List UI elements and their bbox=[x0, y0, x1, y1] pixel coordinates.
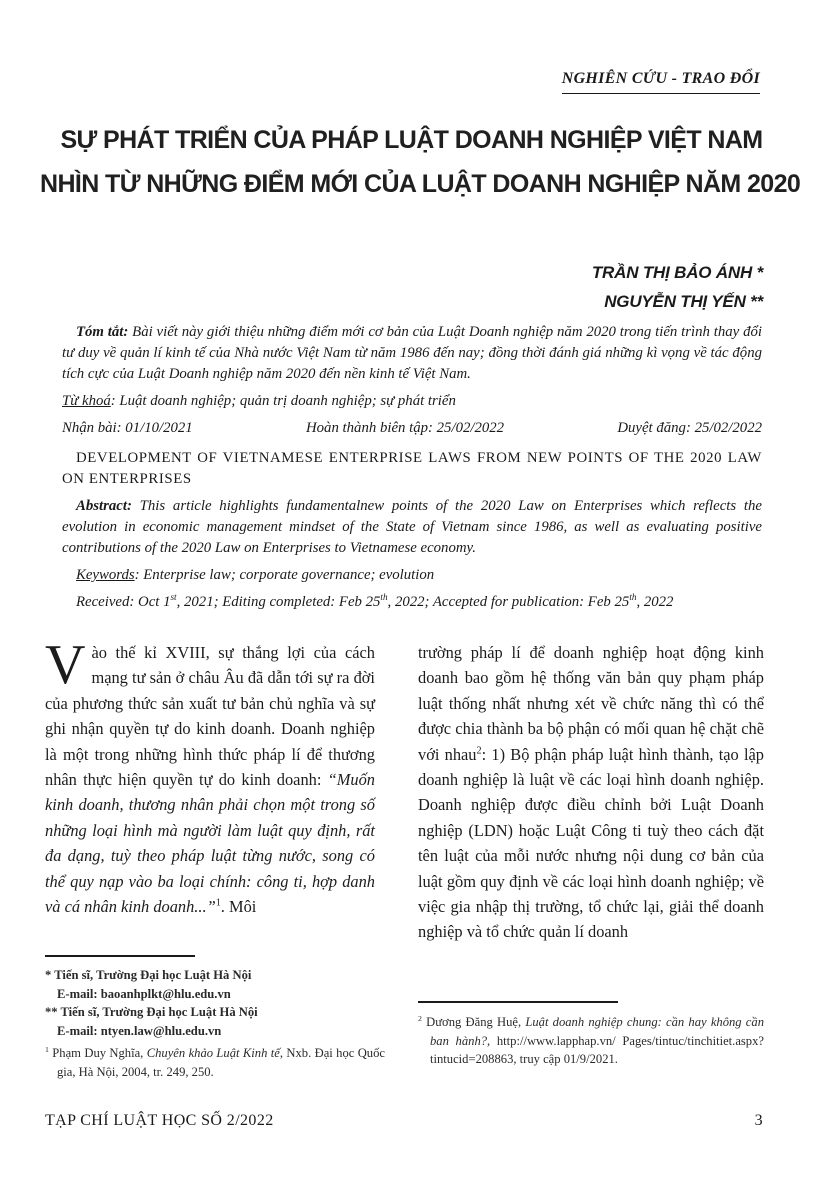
dates-en-part-1: Received: Oct 1 bbox=[76, 594, 171, 610]
footnote-2-title: Luật doanh nghiệp chung: cần hay không cần ban hành? bbox=[430, 1015, 764, 1048]
body-column-left bbox=[45, 634, 375, 919]
abstract-en-label: Abstract: bbox=[76, 498, 132, 514]
dates-en-sup-2: th bbox=[380, 592, 388, 603]
body-column-right bbox=[418, 640, 764, 945]
abstract-vi-text: Bài viết này giới thiệu những điểm mới cơ bản của Luật Doanh nghiệp năm 2020 trong tiến trình thay đổi tư duy về quản lí kinh tế của Nhà nước Việt Nam từ năm 1986 đến nay; đồng thời đánh giá những kì vọng về tác động tích cực của Luật Doanh nghiệp năm 2020 đến nền kinh tế Việt Nam. bbox=[62, 324, 762, 382]
footnote-1-author: Phạm Duy Nghĩa, bbox=[48, 1046, 147, 1060]
dates-en bbox=[62, 592, 762, 613]
body-right-text-b: : 1) Bộ phận pháp luật hình thành, tạo lập doanh nghiệp là luật về các loại hình doanh nghiệp. Doanh nghiệp được điều chỉnh bởi Luật Doanh nghiệp (LDN) hoặc Luật Công ti tuỳ theo cách đặt tên luật của mỗi nước nhưng nội dung cơ bản của luật gồm quy định về các loại hình doanh nghiệp; về việc gia nhập thị trường, tổ chức lại, giải thể doanh nghiệp và tổ chức quản lí doanh bbox=[418, 744, 764, 942]
dates-en-sup-1: st bbox=[170, 592, 177, 603]
keywords-vi-text: : Luật doanh nghiệp; quản trị doanh nghiệp; sự phát triển bbox=[110, 393, 456, 409]
keywords-vi bbox=[62, 391, 762, 412]
dates-en-sup-3: th bbox=[629, 592, 637, 603]
received-date-vi: Nhận bài: 01/10/2021 bbox=[62, 420, 193, 436]
footnote-1 bbox=[45, 1044, 385, 1081]
author-2: NGUYỄN THỊ YẾN ** bbox=[604, 292, 763, 311]
journal-name: TẠP CHÍ LUẬT HỌC SỐ 2/2022 bbox=[45, 1112, 274, 1129]
abstract-vi bbox=[62, 322, 762, 439]
author-list bbox=[592, 258, 763, 316]
footnote-1-publisher: , Nxb. Đại học Quốc gia, Hà Nội, 2004, tr. 249, 250. bbox=[57, 1046, 385, 1079]
footnote-2-author: Dương Đăng Huệ, bbox=[421, 1015, 526, 1029]
dates-en-part-2: , 2021; Editing completed: Feb 25 bbox=[176, 594, 381, 610]
footnote-2-url[interactable]: , http://www.lapphap.vn/ Pages/tintuc/tinchitiet.aspx?tintucid=208863, truy cập 01/9/2021. bbox=[430, 1033, 764, 1066]
abstract-en bbox=[62, 448, 762, 613]
footnote-ref-2[interactable]: 2 bbox=[476, 745, 482, 757]
section-tag: NGHIÊN CỨU - TRAO ĐỔI bbox=[562, 70, 760, 88]
footnote-1-mark: 1 bbox=[45, 1044, 49, 1054]
title-line-2: NHÌN TỪ NHỮNG ĐIỂM MỚI CỦA LUẬT DOANH NGHIỆP NĂM 2020 bbox=[40, 170, 801, 198]
keywords-en bbox=[62, 565, 762, 586]
published-date-vi: Duyệt đăng: 25/02/2022 bbox=[617, 420, 762, 436]
dates-en-part-3: , 2022; Accepted for publication: Feb 25 bbox=[387, 594, 630, 610]
body-right-text-a: trường pháp lí để doanh nghiệp hoạt động kinh doanh bao gồm hệ thống văn bản quy phạm pháp luật thống nhất nhưng xét về chức năng thì có thể được chia thành ba bộ phận có mối quan hệ chặt chẽ với nhau bbox=[418, 643, 764, 764]
keywords-en-text: : Enterprise law; corporate governance; evolution bbox=[134, 567, 435, 583]
page-number: 3 bbox=[754, 1112, 763, 1129]
footnotes-left bbox=[45, 966, 385, 1081]
title-line-1: SỰ PHÁT TRIỂN CỦA PHÁP LUẬT DOANH NGHIỆP VIỆT NAM bbox=[60, 126, 763, 154]
keywords-vi-label: Từ khoá bbox=[62, 393, 111, 409]
body-left-text: ào thế kỉ XVIII, sự thắng lợi của cách mạng tư sản ở châu Âu đã dẫn tới sự ra đời của phương thức sản xuất tư bản chủ nghĩa và sự ghi nhận quyền tự do kinh doanh. Doanh nghiệp là một trong những hình thức pháp lí để thương nhân thực hiện quyền tự do kinh doanh: bbox=[45, 643, 375, 790]
body-left-end: . Môi bbox=[220, 897, 257, 917]
author-1: TRẦN THỊ BẢO ÁNH * bbox=[591, 263, 763, 282]
body-left-quote: “Muốn kinh doanh, thương nhân phải chọn một trong số những loại hình mà người làm luật quy định, rất đa dạng, tuỳ theo pháp luật từng nước, song có thể quy nạp vào ba loại chính: công ti, hợp danh và cá nhân kinh doanh...” bbox=[45, 770, 375, 917]
article-title bbox=[40, 118, 801, 206]
footnote-rule-right bbox=[418, 1001, 618, 1003]
footnote-2 bbox=[418, 1013, 764, 1069]
author-1-email[interactable]: E-mail: baoanhplkt@hlu.edu.vn bbox=[57, 986, 231, 1001]
dates-vi bbox=[62, 418, 762, 439]
page-footer bbox=[45, 1112, 763, 1130]
section-tag-rule bbox=[562, 93, 760, 95]
dates-en-part-4: , 2022 bbox=[636, 594, 674, 610]
footnote-rule-left bbox=[45, 955, 195, 957]
english-title: DEVELOPMENT OF VIETNAMESE ENTERPRISE LAWS FROM NEW POINTS OF THE 2020 LAW ON ENTERPRISES bbox=[62, 450, 762, 487]
author-2-affiliation: ** Tiến sĩ, Trường Đại học Luật Hà Nội bbox=[45, 1005, 258, 1019]
drop-cap: V bbox=[45, 634, 86, 696]
author-1-affiliation: * Tiến sĩ, Trường Đại học Luật Hà Nội bbox=[45, 968, 252, 982]
keywords-en-label: Keywords bbox=[76, 567, 135, 583]
author-2-email[interactable]: E-mail: ntyen.law@hlu.edu.vn bbox=[57, 1023, 222, 1038]
abstract-vi-label: Tóm tắt: bbox=[76, 324, 129, 340]
abstract-en-text: This article highlights fundamentalnew points of the 2020 Law on Enterprises which reflects the evolution in economic management mindset of the State of Vietnam since 1986, as well as evaluating positive contributions of the 2020 Law on Enterprises to Vietnamese economy. bbox=[62, 498, 762, 556]
footnote-1-title: Chuyên khảo Luật Kinh tế bbox=[146, 1046, 280, 1060]
edited-date-vi: Hoàn thành biên tập: 25/02/2022 bbox=[305, 420, 505, 436]
footnotes-right bbox=[418, 1013, 764, 1069]
footnote-ref-1[interactable]: 1 bbox=[215, 897, 221, 909]
footnote-2-mark: 2 bbox=[418, 1013, 422, 1023]
